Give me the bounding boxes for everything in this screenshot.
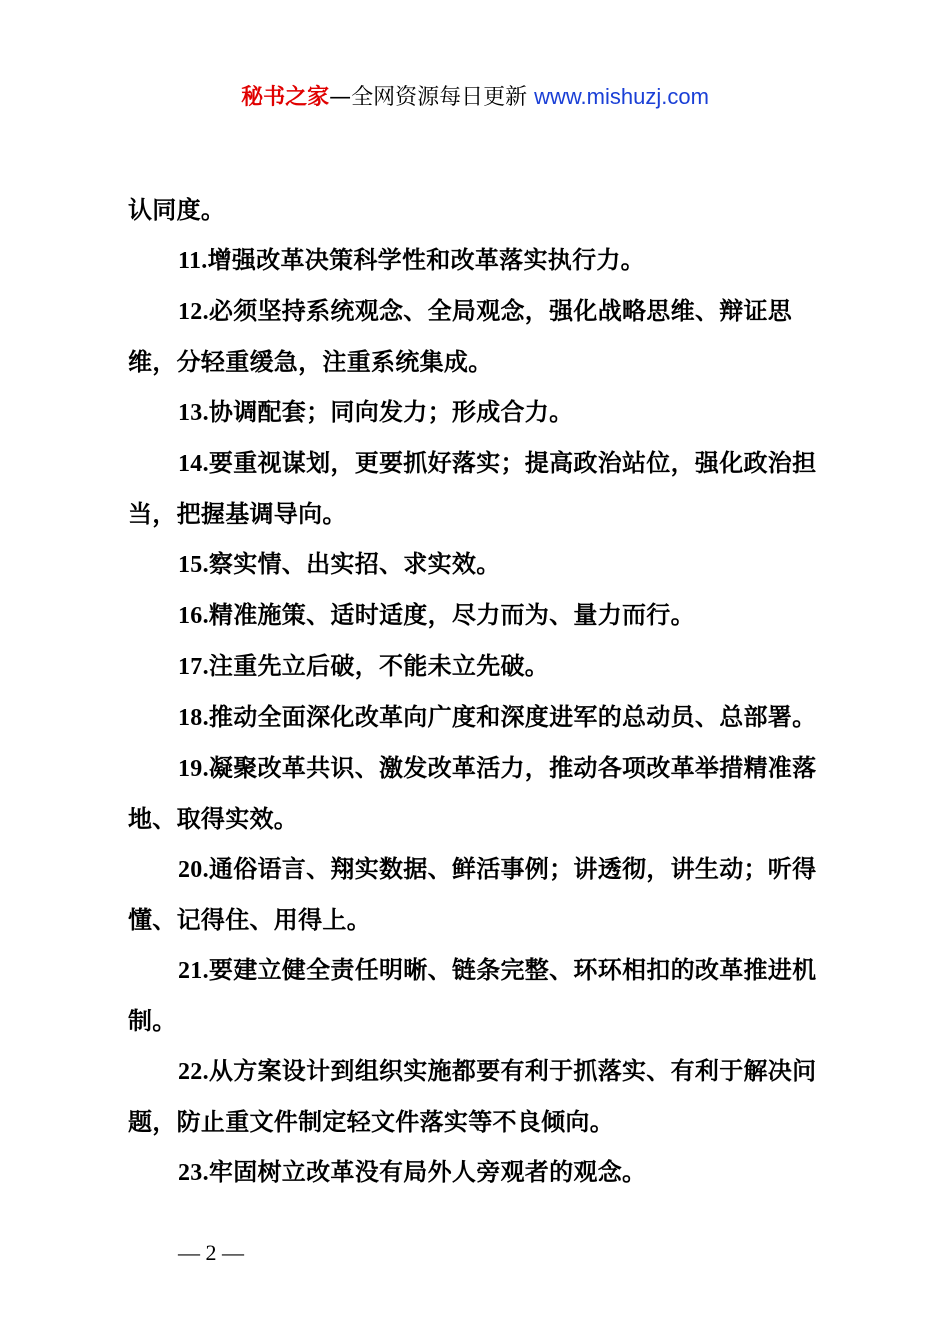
site-brand: 秘书之家 [241,85,330,110]
item-number: 14. [178,451,209,477]
item-number: 11. [178,248,208,274]
item-number: 17. [178,654,209,680]
paragraph [128,1046,832,1147]
item-number: 13. [178,400,209,426]
paragraph-text: 牢固树立改革没有局外人旁观者的观念。 [208,1158,647,1186]
paragraph [128,387,832,438]
site-header [0,82,950,113]
paragraph-text: 必须坚持系统观念、全局观念，强化战略思维、辩证思维，分轻重缓急，注重系统集成。 [128,297,793,376]
paragraph-text: 从方案设计到组织实施都要有利于抓落实、有利于解决问题，防止重文件制定轻文件落实等不良倾向。 [128,1057,817,1136]
site-url-link[interactable]: www.mishuzj.com [534,84,709,109]
site-tagline: —全网资源每日更新 [329,85,535,110]
item-number: 22. [178,1059,209,1085]
item-number: 16. [178,603,209,629]
item-number: 15. [178,552,209,578]
item-number: 19. [178,756,209,782]
paragraph [128,641,832,692]
page-number: — 2 — [178,1240,244,1265]
paragraph [128,743,832,844]
item-number: 12. [178,299,209,325]
paragraph [128,692,832,743]
item-number: 18. [178,705,209,731]
paragraph-text: 注重先立后破，不能未立先破。 [208,652,550,680]
item-number: 23. [178,1160,209,1186]
paragraph [128,286,832,387]
paragraph [128,438,832,539]
paragraph [128,539,832,590]
paragraph [128,844,832,945]
paragraph-text: 凝聚改革共识、激发改革活力，推动各项改革举措精准落地、取得实效。 [128,754,817,833]
paragraph-text: 通俗语言、翔实数据、鲜活事例；讲透彻，讲生动；听得懂、记得住、用得上。 [128,855,817,934]
paragraph [128,945,832,1046]
item-number: 21. [178,958,209,984]
paragraph [128,590,832,641]
paragraph-text: 察实情、出实招、求实效。 [208,550,501,578]
item-number: 20. [178,857,209,883]
paragraph [128,1147,832,1198]
paragraph [128,235,832,286]
paragraph-text: 要重视谋划，更要抓好落实；提高政治站位，强化政治担当，把握基调导向。 [128,449,817,528]
paragraph-text: 协调配套；同向发力；形成合力。 [208,398,574,426]
paragraph-text: 推动全面深化改革向广度和深度进军的总动员、总部署。 [208,703,817,731]
paragraph-text: 认同度。 [128,196,226,224]
document-body [128,185,832,1198]
paragraph-text: 要建立健全责任明晰、链条完整、环环相扣的改革推进机制。 [128,956,817,1035]
paragraph-text: 增强改革决策科学性和改革落实执行力。 [207,246,645,274]
paragraph [128,185,832,235]
paragraph-text: 精准施策、适时适度，尽力而为、量力而行。 [208,601,695,629]
